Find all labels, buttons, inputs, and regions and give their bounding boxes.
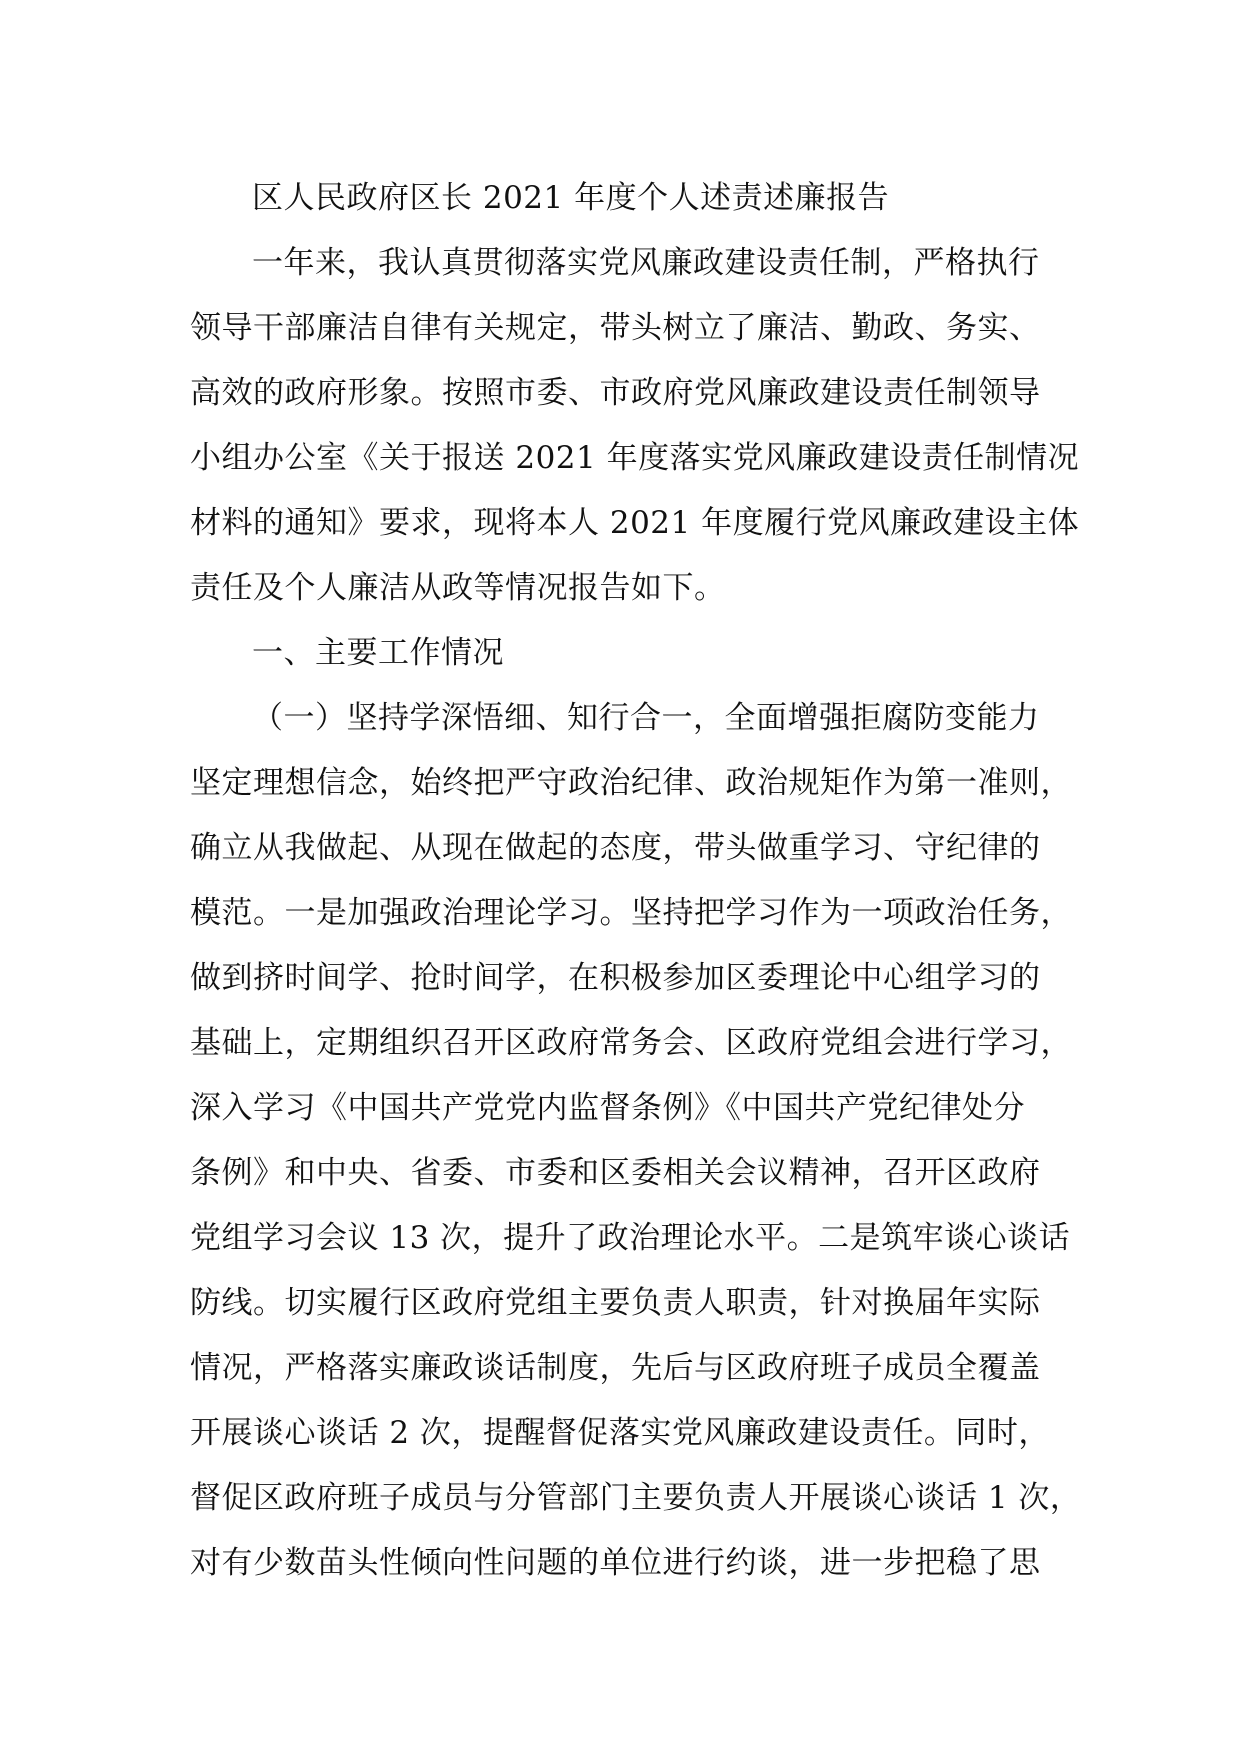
paragraph-line: 党组学习会议 13 次，提升了政治理论水平。二是筑牢谈心谈话: [190, 1220, 1071, 1256]
document-title: 区人民政府区长 2021 年度个人述责述廉报告: [252, 180, 890, 216]
paragraph-line: 领导干部廉洁自律有关规定，带头树立了廉洁、勤政、务实、: [190, 310, 1041, 346]
paragraph-line: 责任及个人廉洁从政等情况报告如下。: [190, 570, 726, 606]
paragraph-line: 一年来，我认真贯彻落实党风廉政建设责任制，严格执行: [252, 245, 1040, 281]
subsection-heading: （一）坚持学深悟细、知行合一，全面增强拒腐防变能力: [252, 700, 1040, 736]
paragraph-line: 条例》和中央、省委、市委和区委相关会议精神，召开区政府: [190, 1155, 1041, 1191]
paragraph-line: 督促区政府班子成员与分管部门主要负责人开展谈心谈话 1 次，: [190, 1480, 1082, 1516]
paragraph-line: 开展谈心谈话 2 次，提醒督促落实党风廉政建设责任。同时，: [190, 1415, 1050, 1451]
section-heading: 一、主要工作情况: [252, 635, 504, 671]
paragraph-line: 坚定理想信念，始终把严守政治纪律、政治规矩作为第一准则，: [190, 765, 1072, 801]
paragraph-line: 小组办公室《关于报送 2021 年度落实党风廉政建设责任制情况: [190, 440, 1080, 476]
paragraph-line: 高效的政府形象。按照市委、市政府党风廉政建设责任制领导: [190, 375, 1041, 411]
paragraph-line: 对有少数苗头性倾向性问题的单位进行约谈，进一步把稳了思: [190, 1545, 1041, 1581]
paragraph-line: 基础上，定期组织召开区政府常务会、区政府党组会进行学习，: [190, 1025, 1072, 1061]
paragraph-line: 情况，严格落实廉政谈话制度，先后与区政府班子成员全覆盖: [190, 1350, 1041, 1386]
paragraph-line: 深入学习《中国共产党党内监督条例》《中国共产党纪律处分: [190, 1090, 1025, 1126]
paragraph-line: 材料的通知》要求，现将本人 2021 年度履行党风廉政建设主体: [190, 505, 1080, 541]
paragraph-line: 模范。一是加强政治理论学习。坚持把学习作为一项政治任务，: [190, 895, 1072, 931]
paragraph-line: 防线。切实履行区政府党组主要负责人职责，针对换届年实际: [190, 1285, 1041, 1321]
paragraph-line: 做到挤时间学、抢时间学，在积极参加区委理论中心组学习的: [190, 960, 1041, 996]
paragraph-line: 确立从我做起、从现在做起的态度，带头做重学习、守纪律的: [190, 830, 1041, 866]
